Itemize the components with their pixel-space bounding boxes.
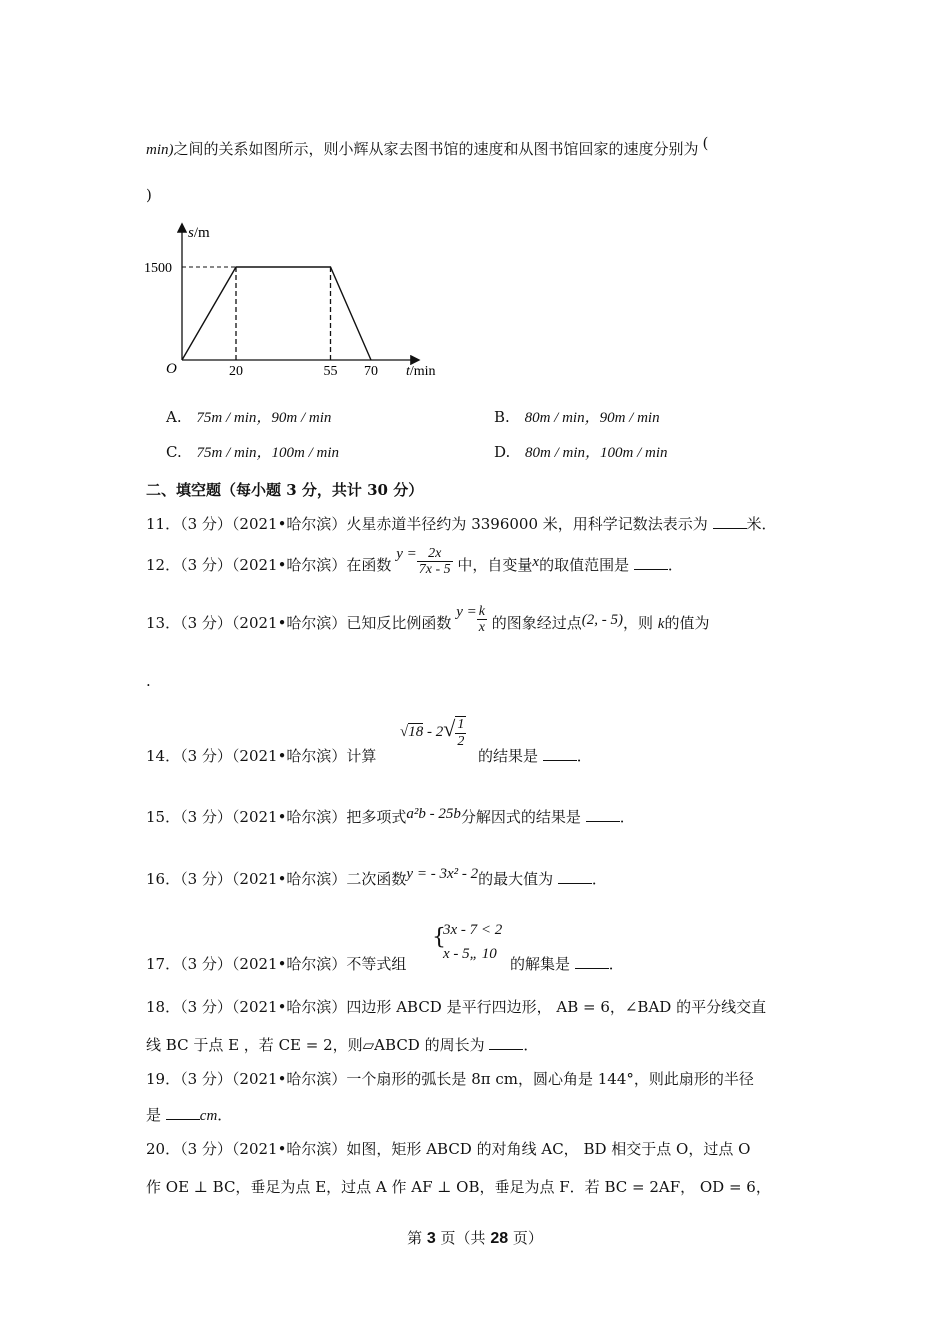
option-b — [494, 406, 660, 427]
q17-system — [443, 918, 502, 966]
q17-line1: 3x - 7 < 2 — [443, 922, 503, 938]
q11-suffix: 米． — [746, 515, 777, 533]
answer-blank — [166, 1107, 200, 1120]
distance-time-graph — [140, 215, 460, 385]
question-15: 15．（3 分）（2021•哈尔滨）把多项式a²b - 25b分解因式的结果是 ． — [146, 806, 635, 826]
q17-brace: { — [432, 925, 446, 950]
answer-blank — [586, 809, 620, 822]
page-number: 3 — [426, 1230, 436, 1247]
q12-text: 12．（3 分）（2021•哈尔滨）在函数 — [146, 555, 392, 574]
question-19-line2: 是 cm． — [146, 1106, 233, 1124]
q17-line2: x - 5„ 10 — [443, 946, 497, 962]
q12-y: y = — [396, 545, 417, 562]
x-tick-label: 55 — [323, 364, 338, 379]
q13-dot: . — [146, 672, 151, 690]
q12-suffix: 的取值范围是 — [539, 555, 630, 574]
page-footer: 第 3 页（共 28 页） — [407, 1229, 543, 1247]
option-c-letter: C. — [166, 443, 182, 461]
y-axis-label: s/m — [188, 225, 210, 241]
x-tick-label: 20 — [229, 364, 243, 379]
q13-var: k — [657, 615, 665, 632]
q10-continuation — [146, 134, 709, 159]
q14-suffix: 的结果是 ． — [478, 747, 592, 765]
page-total: 28 — [490, 1230, 509, 1247]
option-a-letter: A. — [166, 408, 182, 426]
x-axis-label: t/min — [406, 364, 436, 379]
option-d-letter: D. — [494, 443, 511, 461]
q12-mid: 中，自变量 — [457, 555, 533, 574]
q17-suffix: 的解集是 ． — [510, 955, 624, 973]
q13-fraction: $\frac{k}{x}$ — [478, 604, 485, 636]
option-b-text: 80m / min，90m / min — [524, 410, 660, 426]
option-a — [166, 406, 331, 427]
q14-fraction: $\frac{1}{2}$ — [457, 717, 465, 749]
q13-y: y = — [456, 603, 477, 620]
q13-point: (2, - 5) — [581, 611, 623, 628]
question-12: 12．（3 分）（2021•哈尔滨）在函数 y = $\frac{2x}{7x - 5}$ 中，自变量x的取值范围是 ． — [146, 545, 683, 578]
question-18-line1: 18．（3 分）（2021•哈尔滨）四边形 ABCD 是平行四边形， AB = 6，∠BAD 的平分线交直 — [146, 998, 767, 1016]
answer-blank — [575, 956, 609, 969]
q10-close-paren: ) — [146, 186, 152, 204]
q12-fraction: $\frac{2x}{7x - 5}$ — [418, 546, 451, 578]
q10-unit: min) — [146, 142, 174, 158]
question-17 — [146, 953, 406, 974]
q15-suffix: 分解因式的结果是 — [460, 808, 581, 826]
option-a-text: 75m / min，90m / min — [196, 410, 332, 426]
q16-expr: y = - 3x² - 2 — [406, 866, 479, 882]
option-b-letter: B. — [494, 408, 510, 426]
q14-expression: √18 - 2√ $\frac{1}{2}$ — [400, 716, 465, 749]
y-tick-1500: 1500 — [144, 261, 172, 276]
option-c-text: 75m / min，100m / min — [196, 445, 340, 461]
distance-series-line — [182, 267, 371, 360]
q16-text: 16．（3 分）（2021•哈尔滨）二次函数 — [146, 870, 407, 888]
q11-text: 11．（3 分）（2021•哈尔滨）火星赤道半径约为 3396000 米，用科学记数法表示为 — [146, 515, 708, 533]
q13-mid: 的图象经过点 — [491, 613, 582, 632]
q14-text: 14．（3 分）（2021•哈尔滨）计算 — [146, 747, 377, 765]
question-16: 16．（3 分）（2021•哈尔滨）二次函数y = - 3x² - 2的最大值为 ． — [146, 866, 607, 888]
option-c — [166, 441, 339, 462]
q15-expr: a²b - 25b — [406, 806, 461, 822]
option-d-text: 80m / min，100m / min — [525, 445, 668, 461]
question-20-line1: 20．（3 分）（2021•哈尔滨）如图，矩形 ABCD 的对角线 AC， BD 相交于点 O，过点 O — [146, 1140, 751, 1158]
answer-blank — [558, 871, 592, 884]
question-14 — [146, 745, 376, 766]
q17-text: 17．（3 分）（2021•哈尔滨）不等式组 — [146, 955, 407, 973]
origin-label: O — [166, 361, 177, 377]
question-18-line2: 线 BC 于点 E ，若 CE = 2，则▱ABCD 的周长为 ． — [146, 1036, 539, 1054]
answer-blank — [543, 748, 577, 761]
q10-text: 之间的关系如图所示，则小辉从家去图书馆的速度和从图书馆回家的速度分别为 — [173, 140, 699, 158]
q10-open-paren: ( — [702, 134, 709, 152]
option-d — [494, 441, 668, 462]
q12-var: x — [532, 553, 540, 570]
x-tick-label: 70 — [364, 364, 378, 379]
question-20-line2: 作 OE ⊥ BC，垂足为点 E，过点 A 作 AF ⊥ OB，垂足为点 F．若 BC = 2AF， OD = 6， — [146, 1178, 771, 1196]
answer-blank — [634, 557, 668, 570]
q13-suffix: 的值为 — [664, 613, 710, 632]
q15-text: 15．（3 分）（2021•哈尔滨）把多项式 — [146, 808, 407, 826]
question-11 — [146, 513, 777, 534]
q13-text: 13．（3 分）（2021•哈尔滨）已知反比例函数 — [146, 613, 452, 632]
question-13: 13．（3 分）（2021•哈尔滨）已知反比例函数 y = $\frac{k}{x}$ 的图象经过点(2, - 5)，则 k的值为 — [146, 603, 710, 636]
answer-blank — [713, 516, 747, 529]
section-heading: 二、填空题（每小题 3 分，共计 30 分） — [146, 481, 424, 499]
answer-blank — [489, 1037, 523, 1050]
question-19-line1: 19．（3 分）（2021•哈尔滨）一个扇形的弧长是 8π cm，圆心角是 144°，则此扇形的半径 — [146, 1070, 754, 1088]
q16-suffix: 的最大值为 — [478, 870, 554, 888]
